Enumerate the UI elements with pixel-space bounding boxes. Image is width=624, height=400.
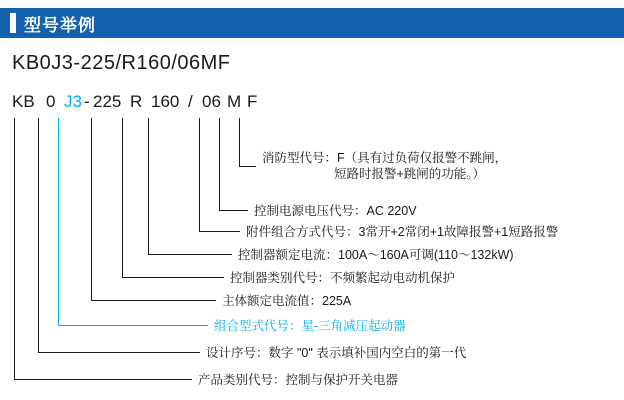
annotation-fire-code-line1: 消防型代号：F（具有过负荷仅报警不跳闸， bbox=[262, 151, 508, 165]
annotation-fire-code bbox=[262, 150, 507, 182]
annotation-accessory-combination: 附件组合方式代号：3常开+2常闭+1故障报警+1短路报警 bbox=[246, 225, 559, 239]
leader-line-body-rated-current bbox=[92, 118, 217, 301]
annotation-combination-type: 组合型式代号：星-三角减压起动器 bbox=[214, 319, 406, 333]
model-segment-06: 06 bbox=[202, 92, 221, 111]
model-segment-dash: - bbox=[84, 92, 90, 111]
model-segment-f: F bbox=[247, 92, 258, 111]
model-segment-r: R bbox=[130, 92, 143, 111]
annotation-body-rated-current: 主体额定电流值：225A bbox=[222, 294, 352, 308]
leader-line-control-voltage bbox=[220, 118, 249, 211]
model-segment-m: M bbox=[227, 92, 242, 111]
model-code-full: KB0J3-225/R160/06MF bbox=[12, 52, 231, 74]
leader-line-controller-type bbox=[123, 118, 225, 278]
model-segment-225: 225 bbox=[93, 92, 122, 111]
leader-line-fire-code bbox=[240, 118, 257, 167]
leader-line-product-category bbox=[15, 118, 193, 380]
model-segment-0: 0 bbox=[46, 92, 56, 111]
annotation-design-sequence: 设计序号：数字 "0" 表示填补国内空白的第一代 bbox=[206, 346, 467, 360]
model-segment-160: 160 bbox=[151, 92, 180, 111]
annotation-control-voltage: 控制电源电压代号：AC 220V bbox=[254, 204, 417, 218]
leader-line-design-sequence bbox=[39, 118, 201, 353]
annotation-controller-type: 控制器类别代号：不频繁起动电动机保护 bbox=[230, 271, 456, 285]
model-segment-j3: J3 bbox=[64, 92, 82, 111]
page-title: 型号举例 bbox=[24, 15, 96, 35]
annotation-product-category: 产品类别代号：控制与保护开关电器 bbox=[198, 373, 399, 387]
model-segment-slash: / bbox=[188, 92, 193, 111]
leader-line-combination-type bbox=[59, 118, 209, 326]
annotation-fire-code-line2: 短路时报警+跳闸的功能。） bbox=[334, 167, 486, 181]
model-segment-kb: KB bbox=[12, 92, 35, 111]
annotation-controller-rated-current: 控制器额定电流：100A～160A可调(110～132kW) bbox=[238, 248, 514, 262]
